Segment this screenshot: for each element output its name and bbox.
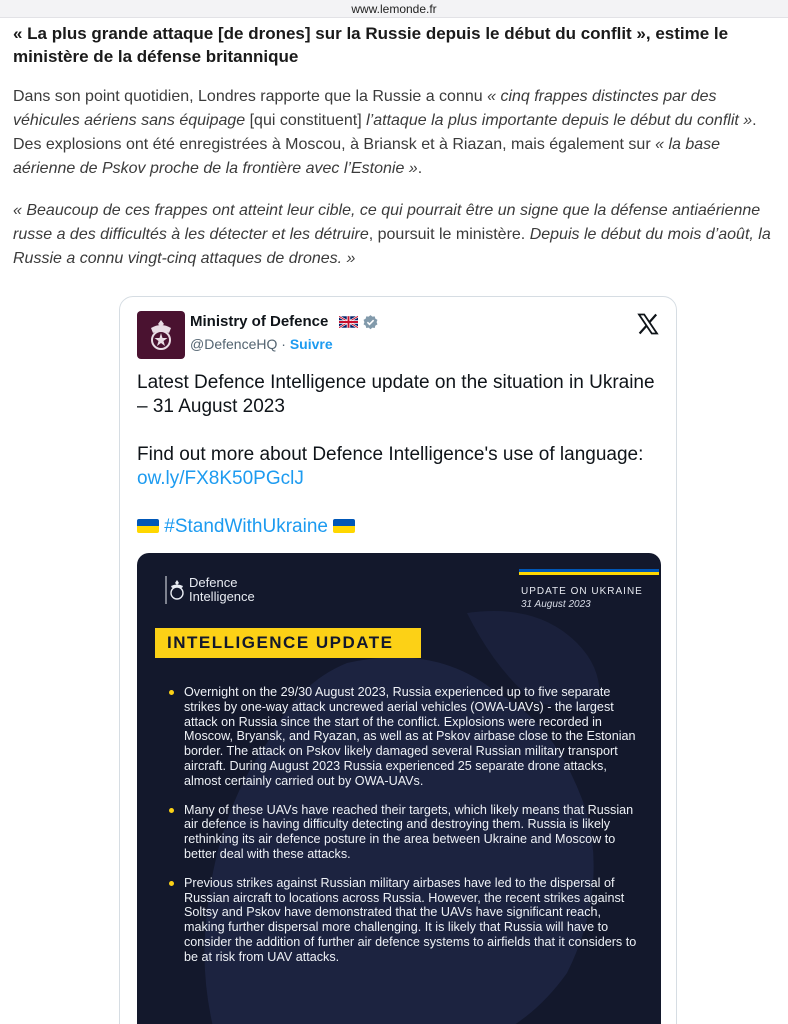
account-name[interactable]: Ministry of Defence xyxy=(190,313,329,330)
article-paragraph-1 xyxy=(13,85,781,181)
p1-segment: Dans son point quotidien, Londres rapporte que la Russie a connu xyxy=(13,88,488,105)
ukraine-flag-icon xyxy=(333,519,355,533)
p2-segment: « Beaucoup de ces frappes ont atteint leur cible, ce qui pourrait être un signe que la défense antiaérienne russe a des difficultés à les détecter et les détruire xyxy=(13,202,761,243)
handle-text[interactable]: @DefenceHQ xyxy=(190,336,278,352)
logo-line-2: Intelligence xyxy=(189,589,255,604)
handle-separator: · xyxy=(281,336,286,352)
logo-line-1: Defence xyxy=(189,575,238,590)
article-paragraph-2 xyxy=(13,199,781,271)
intelligence-update-image[interactable] xyxy=(137,553,661,1024)
follow-link[interactable]: Suivre xyxy=(289,336,333,352)
p1-segment: « cinq frappes distinctes par des véhicules aériens sans équipage xyxy=(13,88,717,129)
bullet-item: Previous strikes against Russian military airbases have led to the dispersal of Russian aircraft to locations across Russia. However, the recent strikes against Soltsy and Pskov have demonstrated that the UAVs have significant reach, making further dispersal more challenging. It is likely that Russia will have to consider the addition of further air defence systems to airfields that it considers to be at risk from UAV attacks. xyxy=(167,876,637,965)
p1-segment: [qui constituent] xyxy=(245,112,367,129)
tweet-text: Latest Defence Intelligence update on the situation in Ukraine – 31 August 2023 xyxy=(137,372,655,417)
tweet-text-language xyxy=(137,443,657,491)
account-handle xyxy=(190,336,333,352)
bullet-item: Overnight on the 29/30 August 2023, Russia experienced up to five separate strikes by one-way attack uncrewed aerial vehicles (OWA-UAVs) - the largest attack on Russia since the start of the conflict. Explosions were recorded in Moscow, Bryansk, and Ryazan, as well as at Pskov airbase close to the Estonian border. The attack on Pskov likely damaged several Russian military transport aircraft. During August 2023 Russia experienced 25 separate drone attacks, almost certainly carried out by OWA-UAVs. xyxy=(167,685,637,789)
p1-segment: « la base aérienne de Pskov proche de la frontière avec l’Estonie » xyxy=(13,136,721,177)
tweet-link[interactable]: ow.ly/FX8K50PGclJ xyxy=(137,468,304,489)
defence-intelligence-logo xyxy=(165,574,255,608)
p1-segment: l’attaque la plus importante depuis le début du conflit » xyxy=(366,112,753,129)
p2-segment: , poursuit le ministère. xyxy=(368,226,530,243)
intelligence-update-banner: INTELLIGENCE UPDATE xyxy=(155,628,421,658)
tweet-text-prefix: Find out more about Defence Intelligence's use of language: xyxy=(137,444,644,465)
verified-badge-icon xyxy=(362,314,379,331)
article-headline: « La plus grande attaque [de drones] sur la Russie depuis le début du conflit », estime le ministère de la défense britannique xyxy=(13,24,729,66)
address-bar[interactable]: www.lemonde.fr xyxy=(0,0,788,18)
hashtag-line xyxy=(137,515,355,539)
ukraine-flag-icon xyxy=(137,519,159,533)
update-date: 31 August 2023 xyxy=(521,599,591,610)
update-bullet-list xyxy=(167,685,637,979)
mod-crest-avatar[interactable] xyxy=(137,311,185,359)
hashtag-link[interactable]: #StandWithUkraine xyxy=(164,516,328,537)
ukraine-stripe xyxy=(519,569,659,575)
p2-segment: Depuis le début du mois d’août, la Russie a connu vingt-cinq attaques de drones. » xyxy=(13,226,771,267)
x-logo-icon[interactable] xyxy=(636,312,660,336)
embedded-tweet xyxy=(119,296,677,1024)
bullet-item: Many of these UAVs have reached their targets, which likely means that Russian air defence is having difficulty detecting and destroying them. Russia is likely rethinking its air defence posture in the area between Ukraine and Moscow to better deal with these attacks. xyxy=(167,803,637,862)
uk-flag-icon xyxy=(339,316,358,328)
p1-segment: . Des explosions ont été enregistrées à Moscou, à Briansk et à Riazan, mais également sur xyxy=(13,112,757,153)
update-label: UPDATE ON UKRAINE xyxy=(521,586,643,597)
p1-segment: . xyxy=(417,160,423,177)
